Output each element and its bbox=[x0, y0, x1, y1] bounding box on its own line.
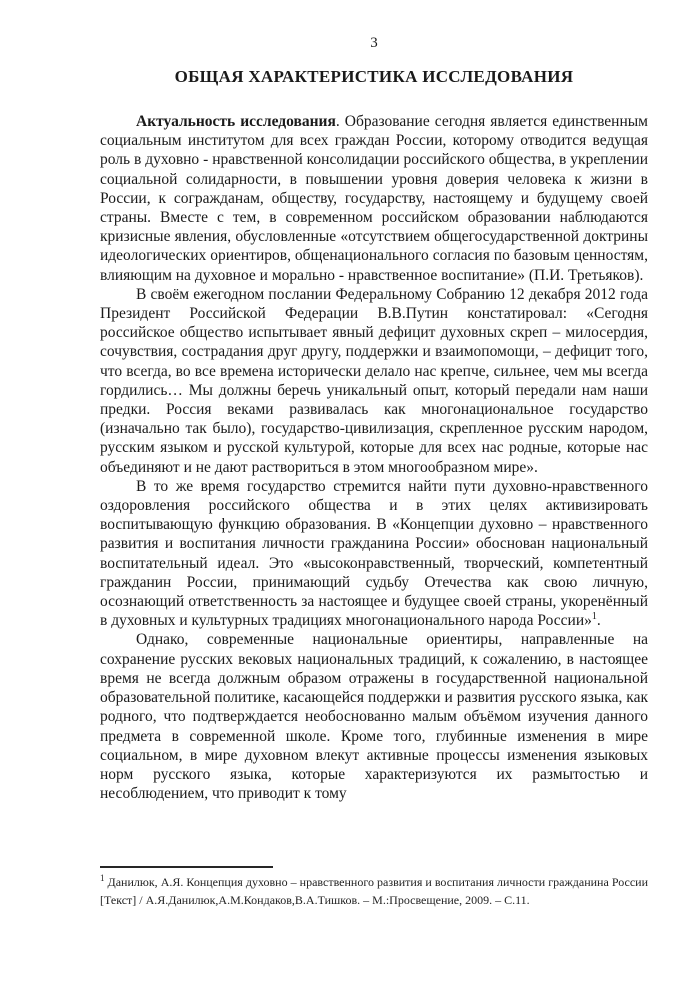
paragraph-text-after-ref: . bbox=[596, 612, 601, 630]
footnote bbox=[100, 874, 648, 909]
page-number: 3 bbox=[370, 35, 378, 51]
section-title: ОБЩАЯ ХАРАКТЕРИСТИКА ИССЛЕДОВАНИЯ bbox=[174, 67, 574, 86]
paragraph-relevance bbox=[100, 112, 648, 285]
footnote-text: Данилюк, А.Я. Концепция духовно – нравственного развития и воспитания личности гражданина России [Текст] / А.Я.Данилюк,А.М.Кондаков,В.А.Тишков. – М.:Просвещение, 2009. – С.11. bbox=[100, 875, 648, 907]
paragraph-concept bbox=[100, 477, 648, 631]
footnote-reference: 1 bbox=[591, 611, 597, 623]
footnote-marker: 1 bbox=[100, 873, 105, 883]
paragraph-text: . Образование сегодня является единственным социальным институтом для всех граждан России, которому отводится ведущая роль в духовно - нравственной консолидации российского общества, в укреплении социальной солидарности, в повышении уровня доверия человека к жизни в России, к согражданам, обществу, государству, настоящему и будущему своей страны. Вместе с тем, в современном российском образовании наблюдаются кризисные явления, обусловленные «отсутствием общегосударственной доктрины идеологических ориентиров, общенационального согласия по базовым ценностям, влияющим на духовное и морально - нравственное воспитание» (П.И. Третьяков). bbox=[100, 113, 648, 284]
page-content bbox=[100, 34, 648, 803]
footnote-separator bbox=[100, 866, 273, 868]
footnote-area bbox=[100, 866, 648, 909]
paragraph-lead-bold: Актуальность исследования bbox=[136, 113, 336, 130]
paragraph-however: Однако, современные национальные ориентиры, направленные на сохранение русских вековых национальных традиций, к сожалению, в настоящее время не всегда должным образом отражены в государственной национальной образовательной политике, касающейся поддержки и развития русского языка, как родного, что подтверждается необоснованно малым объёмом изучения данного предмета в современной школе. Кроме того, глубинные изменения в мире социальном, в мире духовном влекут активные процессы изменения языковых норм русского языка, которые характеризуются их размытостью и несоблюдением, что приводит к тому bbox=[100, 631, 648, 803]
paragraph-text: В то же время государство стремится найти пути духовно-нравственного оздоровления российского общества и в этих целях активизировать воспитывающую функцию образования. В «Концепции духовно – нравственного развития и воспитания личности гражданина России» обоснован национальный воспитательный идеал. Это «высоконравственный, творческий, компетентный гражданин России, принимающий судьбу Отечества как свою личную, осознающий ответственность за настоящее и будущее своей страны, укоренённый в духовных и культурных традициях многонационального народа России» bbox=[100, 477, 648, 630]
paragraph-presidential-address: В своём ежегодном послании Федеральному Собранию 12 декабря 2012 года Президент Российской Федерации В.В.Путин констатировал: «Сегодня российское общество испытывает явный дефицит духовных скреп – милосердия, сочувствия, сострадания друг другу, поддержки и взаимопомощи, – дефицит того, что всегда, во все времена исторически делало нас крепче, сильнее, чем мы всегда гордились… Мы должны беречь уникальный опыт, который передали нам наши предки. Россия веками развивалась как многонациональное государство (изначально так было), государство-цивилизация, скрепленное русским народом, русским языком и русской культурой, которые для всех нас родные, которые нас объединяют и не дают раствориться в этом многообразном мире». bbox=[100, 285, 648, 476]
